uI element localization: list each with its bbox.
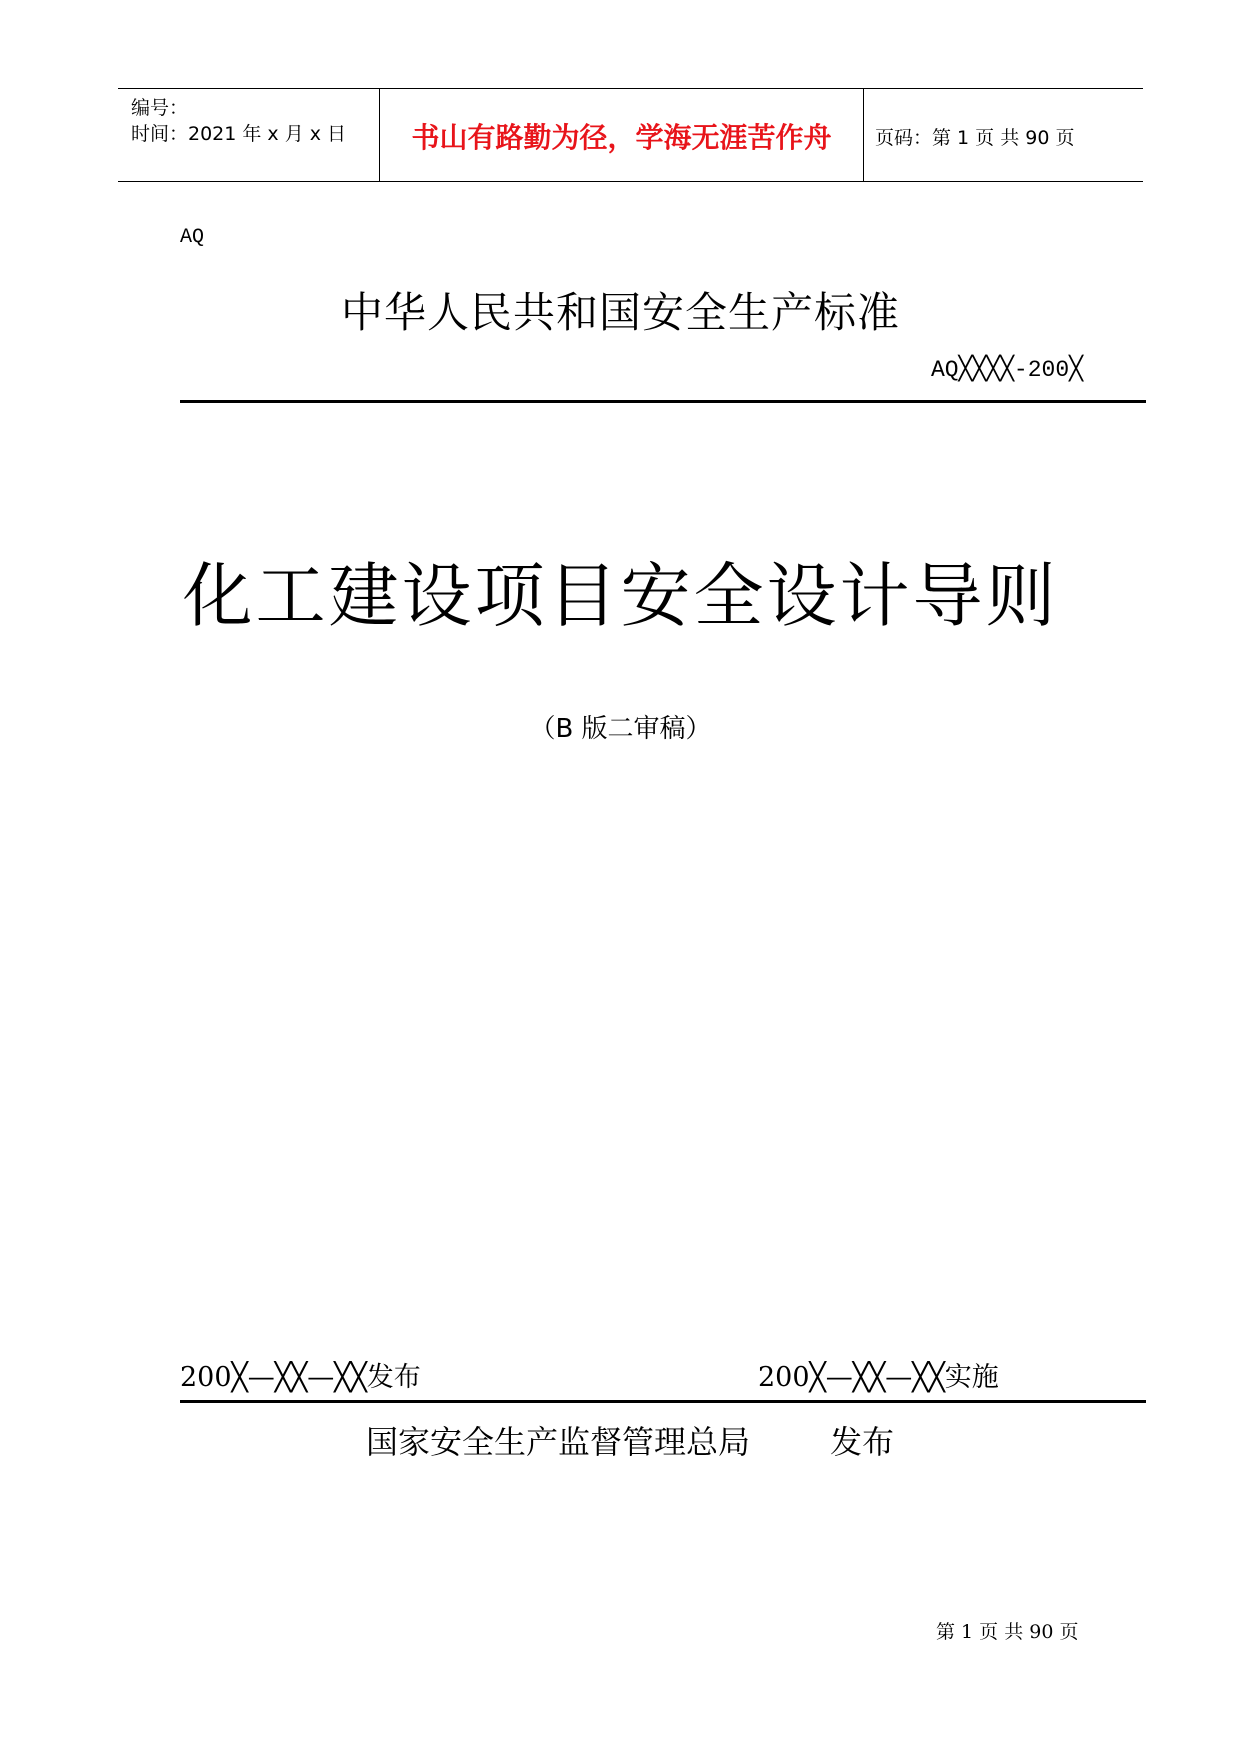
header-page-cell xyxy=(863,89,1143,181)
standard-code: AQ╳╳╳╳-200╳ xyxy=(930,357,1083,383)
document-subtitle: （B 版二审稿） xyxy=(529,714,712,744)
aq-mark: AQ xyxy=(180,226,205,249)
top-divider xyxy=(180,400,1146,403)
motto-text: 书山有路勤为径，学海无涯苦作舟 xyxy=(411,121,832,154)
header-meta-cell xyxy=(118,89,378,181)
issuer-name: 国家安全生产监督管理总局 xyxy=(366,1423,751,1461)
publish-date: 200╳—╳╳—╳╳发布 xyxy=(180,1362,421,1393)
bottom-divider xyxy=(180,1400,1146,1403)
header-page-info: 页码：第 1 页 共 90 页 xyxy=(875,127,1075,149)
document-header xyxy=(118,88,1143,182)
footer-page-number: 第 1 页 共 90 页 xyxy=(936,1621,1079,1643)
issuer-suffix: 发布 xyxy=(830,1423,895,1461)
document-title: 化工建设项目安全设计导则 xyxy=(182,555,1059,637)
effective-date: 200╳—╳╳—╳╳实施 xyxy=(758,1362,999,1393)
number-label: 编号： xyxy=(131,97,189,119)
header-motto-cell xyxy=(379,89,864,181)
time-label: 时间：2021 年 x 月 x 日 xyxy=(131,123,347,145)
national-standard-heading: 中华人民共和国安全生产标准 xyxy=(340,288,900,337)
